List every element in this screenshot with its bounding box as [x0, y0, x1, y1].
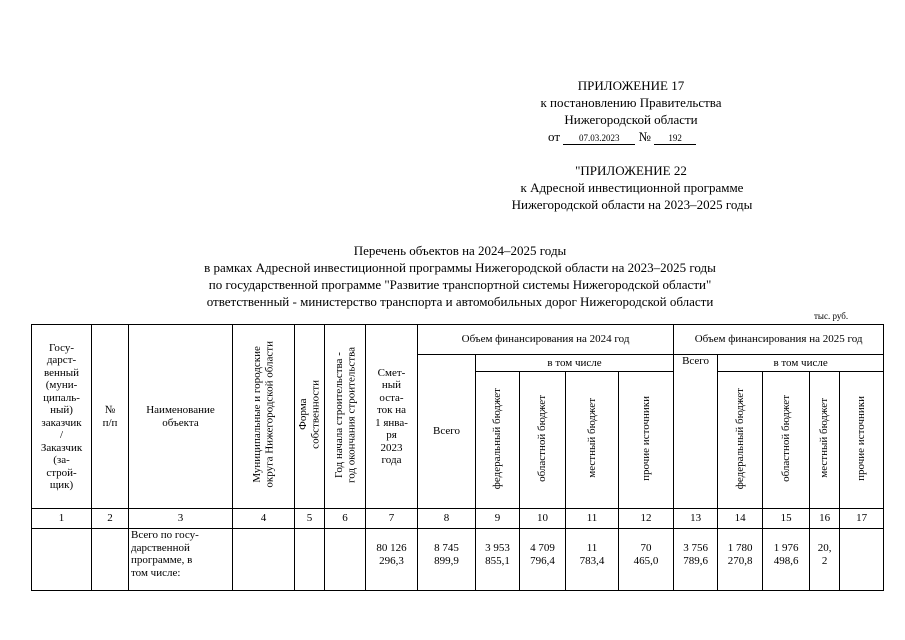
col-number: 14 — [718, 509, 763, 529]
decree-number: 192 — [654, 132, 696, 145]
header-fin-2024: Объем финансирования на 2024 год — [418, 325, 674, 355]
header-row-1 — [32, 325, 884, 355]
header-years — [325, 325, 366, 509]
col-number: 11 — [566, 509, 619, 529]
total-ownership-cell — [295, 529, 325, 591]
total-years-cell — [325, 529, 366, 591]
header-other-2024 — [619, 372, 674, 509]
header-total-2024: Всего — [418, 355, 476, 509]
col-number: 12 — [619, 509, 674, 529]
federal-2025-cell: 1 780 270,8 — [718, 529, 763, 591]
col-number: 16 — [810, 509, 840, 529]
total-balance-cell: 80 126 296,3 — [366, 529, 418, 591]
appendix17-title: ПРИЛОЖЕНИЕ 17 — [577, 78, 685, 93]
total-num-cell — [92, 529, 129, 591]
header-num: № п/п — [92, 325, 129, 509]
header-local-2025 — [810, 372, 840, 509]
col-number: 4 — [233, 509, 295, 529]
local-2024-cell: 11 783,4 — [566, 529, 619, 591]
col-number: 7 — [366, 509, 418, 529]
header-federal-2024 — [476, 372, 520, 509]
total-customer-cell — [32, 529, 92, 591]
total-municipal-cell — [233, 529, 295, 591]
header-regional-2024-text: областной бюджет — [536, 394, 549, 482]
header-total-2025: Всего — [674, 355, 718, 509]
header-name: Наименование объекта — [129, 325, 233, 509]
header-customer: Госу- дарст- венный (муни- ципаль- ный) заказчик / Заказчик (за- строй- щик) — [32, 325, 92, 509]
header-other-2025 — [840, 372, 884, 509]
header-municipal-text: Муниципальные и городские округа Нижегородской области — [251, 341, 276, 489]
header-ownership-text: Форма собственности — [297, 380, 322, 450]
col-number: 8 — [418, 509, 476, 529]
header-balance: Смет- ный оста- ток на 1 янва- ря 2023 года — [366, 325, 418, 509]
units-label: тыс. руб. — [814, 311, 849, 321]
local-2025-cell: 20, 2 — [810, 529, 840, 591]
col-number: 9 — [476, 509, 520, 529]
col-number: 13 — [674, 509, 718, 529]
investment-table — [31, 324, 884, 591]
appendix22-line2: Нижегородской области на 2023–2025 годы — [511, 197, 753, 212]
header-local-2024 — [566, 372, 619, 509]
total-2024-cell: 8 745 899,9 — [418, 529, 476, 591]
col-number: 10 — [520, 509, 566, 529]
doc-title-line3: по государственной программе "Развитие транспортной системы Нижегородской области" — [208, 277, 712, 292]
header-federal-2025 — [718, 372, 763, 509]
from-label: от — [548, 129, 561, 144]
appendix22-line1: к Адресной инвестиционной программе — [520, 180, 744, 195]
col-number: 1 — [32, 509, 92, 529]
header-federal-2025-text: федеральный бюджет — [733, 387, 746, 489]
appendix22-title: "ПРИЛОЖЕНИЕ 22 — [575, 163, 687, 178]
other-2024-cell: 70 465,0 — [619, 529, 674, 591]
column-number-row — [32, 509, 884, 529]
federal-2024-cell: 3 953 855,1 — [476, 529, 520, 591]
col-number: 5 — [295, 509, 325, 529]
col-number: 6 — [325, 509, 366, 529]
regional-2025-cell: 1 976 498,6 — [763, 529, 810, 591]
header-fin-2025: Объем финансирования на 2025 год — [674, 325, 884, 355]
col-number: 17 — [840, 509, 884, 529]
header-regional-2024 — [520, 372, 566, 509]
header-regional-2025 — [763, 372, 810, 509]
appendix17-line1: к постановлению Правительства — [540, 95, 722, 110]
doc-title-line1: Перечень объектов на 2024–2025 годы — [353, 243, 567, 258]
header-local-2025-text: местный бюджет — [818, 398, 831, 479]
total-name-cell: Всего по госу- дарственной программе, в том числе: — [129, 529, 233, 591]
header-other-2024-text: прочие источники — [639, 395, 652, 481]
header-regional-2025-text: областной бюджет — [779, 394, 792, 482]
header-years-text: Год начала строительства - год окончания строительства — [332, 346, 357, 483]
col-number: 2 — [92, 509, 129, 529]
appendix17-line2: Нижегородской области — [564, 112, 698, 127]
appendix17-date-line — [548, 128, 728, 145]
col-number: 15 — [763, 509, 810, 529]
header-including-2024: в том числе — [476, 355, 674, 372]
total-2025-cell: 3 756 789,6 — [674, 529, 718, 591]
table-row-total — [32, 529, 884, 591]
header-local-2024-text: местный бюджет — [585, 398, 598, 479]
header-ownership — [295, 325, 325, 509]
decree-date: 07.03.2023 — [563, 132, 635, 145]
header-including-2025: в том числе — [718, 355, 884, 372]
header-municipal — [233, 325, 295, 509]
regional-2024-cell: 4 709 796,4 — [520, 529, 566, 591]
doc-title-line2: в рамках Адресной инвестиционной программы Нижегородской области на 2023–2025 годы — [204, 260, 716, 275]
header-federal-2024-text: федеральный бюджет — [491, 387, 504, 489]
header-other-2025-text: прочие источники — [855, 395, 868, 481]
col-number: 3 — [129, 509, 233, 529]
number-label: № — [638, 129, 651, 144]
doc-title-line4: ответственный - министерство транспорта и автомобильных дорог Нижегородской области — [206, 294, 714, 309]
other-2025-cell — [840, 529, 884, 591]
